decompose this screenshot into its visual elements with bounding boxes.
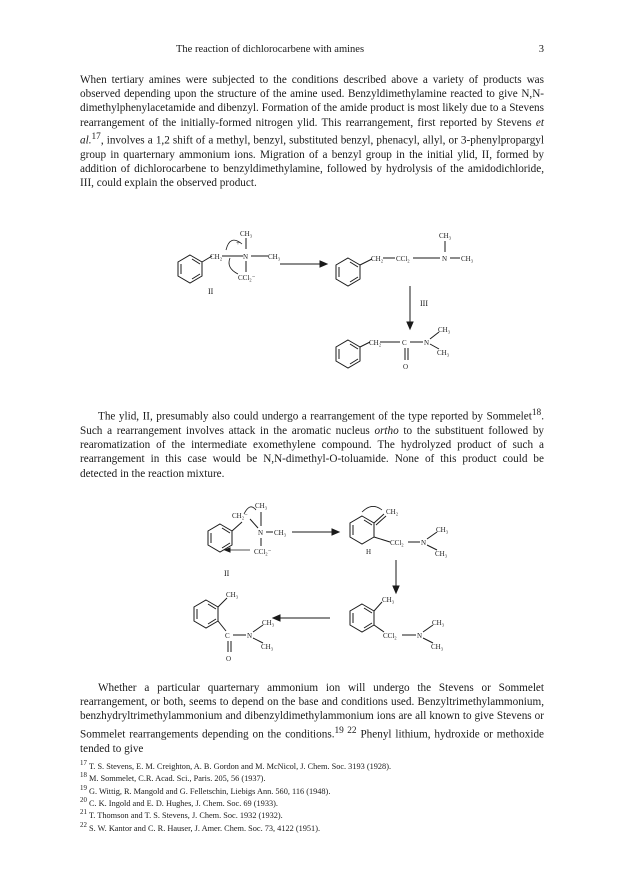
atom-label: CH₃ [255, 502, 268, 510]
exomethylene-intermediate [350, 506, 449, 558]
paragraph-text: to the substituent followed by rearomatization of the intermediate exomethylene compound. The hydrolyzed product of such a rearrangement in this case would be N,N-dimethyl-O-toluamide. None of this product could be detected in the reaction mixture. [80, 424, 545, 480]
paragraph-text: When tertiary amines were subjected to the conditions described above a variety of products was observed depending upon the structure of the amine used. Benzyldimethylamine reacted to give N,N-dimethylphenylacetamide and dibenzyl. Formation of the amide product is most likely due to a Stevens rearrangement of the initially-formed nitrogen ylid. This rearrangement, first reported by Stevens [80, 74, 544, 129]
atom-label: N [417, 632, 423, 640]
atom-label: CH₂ [369, 339, 382, 347]
hydrolysis-arrow [407, 286, 428, 329]
atom-label: CH₃ [382, 596, 395, 604]
atom-label: CH₂ [210, 253, 223, 261]
reference-item [80, 808, 544, 820]
atom-label: O [403, 363, 409, 371]
benzene-ring [350, 604, 374, 632]
scheme-sommelet-rearrangement [80, 492, 544, 672]
compound-label: III [420, 299, 428, 308]
paragraph-italic: ortho [374, 424, 399, 437]
paragraph-text: The ylid, II, presumably also could undergo a rearrangement of the type reported by Sommelet [98, 410, 532, 423]
reference-text: T. S. Stevens, E. M. Creighton, A. B. Gordon and M. McNicol, J. Chem. Soc. 3193 (1928). [88, 761, 392, 771]
atom-label: C [225, 632, 230, 640]
toluamide-product [194, 591, 275, 663]
atom-label: CH₃ [436, 526, 449, 534]
scheme-stevens-rearrangement [80, 228, 544, 388]
atom-label: N [424, 339, 430, 347]
reference-item [80, 784, 544, 796]
reference-item [80, 759, 544, 771]
reference-number: 17 [80, 760, 87, 767]
migration-arrow [229, 258, 238, 274]
cyclohexadiene-ring [350, 516, 374, 544]
reference-text: M. Sommelet, C.R. Acad. Sci., Paris. 205, 56 (1937). [88, 774, 266, 784]
aromatized-dichloride [350, 596, 445, 651]
atom-label: CCl₂⁻ [238, 274, 256, 282]
atom-label: CH₃ [435, 550, 448, 558]
atom-label: CH₃ [438, 326, 451, 334]
reference-item [80, 771, 544, 783]
reference-number: 21 [80, 809, 87, 817]
atom-label: CH₃ [437, 349, 450, 357]
scheme-sommelet-svg [80, 492, 544, 672]
benzene-ring [336, 258, 360, 286]
atom-label: N [243, 253, 249, 261]
atom-label: CH₃ [261, 643, 274, 651]
reference-item [80, 821, 544, 833]
benzene-ring [194, 600, 218, 628]
benzene-ring [208, 524, 232, 552]
atom-label: CH₃ [431, 643, 444, 651]
benzene-ring [178, 255, 202, 283]
reference-item [80, 796, 544, 808]
migration-arrow [362, 506, 382, 512]
reference-text: C. K. Ingold and E. D. Hughes, J. Chem. Soc. 69 (1933). [88, 798, 278, 808]
atom-label: CH₃ [274, 529, 287, 537]
atom-label: CH₃ [262, 619, 275, 627]
hydrolysis-arrow [273, 615, 330, 621]
paragraph-sommelet [80, 406, 544, 481]
compound-label: II [224, 569, 230, 578]
atom-label: C [402, 339, 407, 347]
rearomatization-arrow [393, 560, 399, 593]
page-number: 3 [538, 44, 544, 55]
amide-product-structure [336, 326, 451, 371]
paragraph-stevens-or-sommelet [80, 681, 544, 756]
atom-label: CH₃ [439, 232, 452, 240]
reference-number: 22 [80, 821, 87, 829]
running-title: The reaction of dichlorocarbene with amines [176, 44, 365, 55]
atom-label: H [366, 548, 372, 556]
atom-label: O [226, 655, 232, 663]
benzene-ring [336, 340, 360, 368]
atom-label: CH₃ [432, 619, 445, 627]
atom-label: CCl₂ [390, 539, 404, 547]
atom-label: N [442, 255, 448, 263]
citation-ref: 19 22 [334, 725, 357, 736]
atom-label: CH₃ [268, 253, 281, 261]
paragraph-italic: et al. [80, 116, 544, 147]
atom-label: CH₃ [461, 255, 474, 263]
reference-text: T. Thomson and T. S. Stevens, J. Chem. Soc. 1932 (1932). [88, 811, 283, 821]
atom-label: CH₂ [371, 255, 384, 263]
paragraph-stevens [80, 73, 544, 190]
atom-label: N [247, 632, 253, 640]
atom-label: CCl₂ [396, 255, 410, 263]
paragraph-text: Phenyl lithium, hydroxide or methoxide tended to give [80, 728, 544, 755]
reference-number: 20 [80, 797, 87, 805]
footnote-references [80, 759, 544, 833]
atom-label: N [258, 529, 264, 537]
reference-text: S. W. Kantor and C. R. Hauser, J. Amer. Chem. Soc. 73, 4122 (1951). [88, 823, 321, 833]
reference-number: 18 [80, 772, 87, 780]
compound-label: II [208, 287, 214, 296]
atom-label: CCl₂ [383, 632, 397, 640]
reaction-arrow [292, 529, 339, 535]
amidodichloride-structure [336, 232, 474, 286]
atom-label: CH₃ [226, 591, 239, 599]
atom-label: N [421, 539, 427, 547]
atom-label: CH₂ [386, 508, 399, 516]
reaction-arrow [280, 261, 327, 267]
ylid-structure [178, 230, 281, 296]
citation-ref: 18 [531, 408, 542, 418]
atom-label: CH₂⁻ [232, 512, 248, 520]
paragraph-text: . Such a rearrangement involves attack in the aromatic nucleus [80, 410, 544, 437]
atom-label: CH₃ [240, 230, 253, 238]
citation-ref: 17 [91, 131, 101, 142]
ylid-charge: + [236, 239, 240, 247]
reference-number: 19 [80, 784, 87, 792]
ylid-structure [208, 502, 287, 578]
paragraph-text: , involves a 1,2 shift of a methyl, benzyl, substituted benzyl, phenacyl, allyl, or 3-phenylpropargyl group in quarternary ammonium ions. Migration of a benzyl group in the initial ylid, II, formed by addition of dichlorocarbene to benzyldimethylamine, followed by hydrolysis of the amidodichloride, III, could explain the observed product. [80, 134, 544, 190]
scheme-stevens-svg [80, 228, 544, 388]
atom-label: CCl₂⁻ [254, 548, 272, 556]
reference-text: G. Wittig, R. Mangold and G. Felletschin, Liebigs Ann. 560, 116 (1948). [88, 786, 331, 796]
paragraph-text: Whether a particular quarternary ammonium ion will undergo the Stevens or Sommelet rearrangement, or both, seems to depend on the base and conditions used. Benzyltrimethylammonium, benzhydryltrimethylammonium and dibenzyldimethylammonium ions are all known to give Stevens or Sommelet rearrangements depending on the conditions. [80, 682, 544, 741]
